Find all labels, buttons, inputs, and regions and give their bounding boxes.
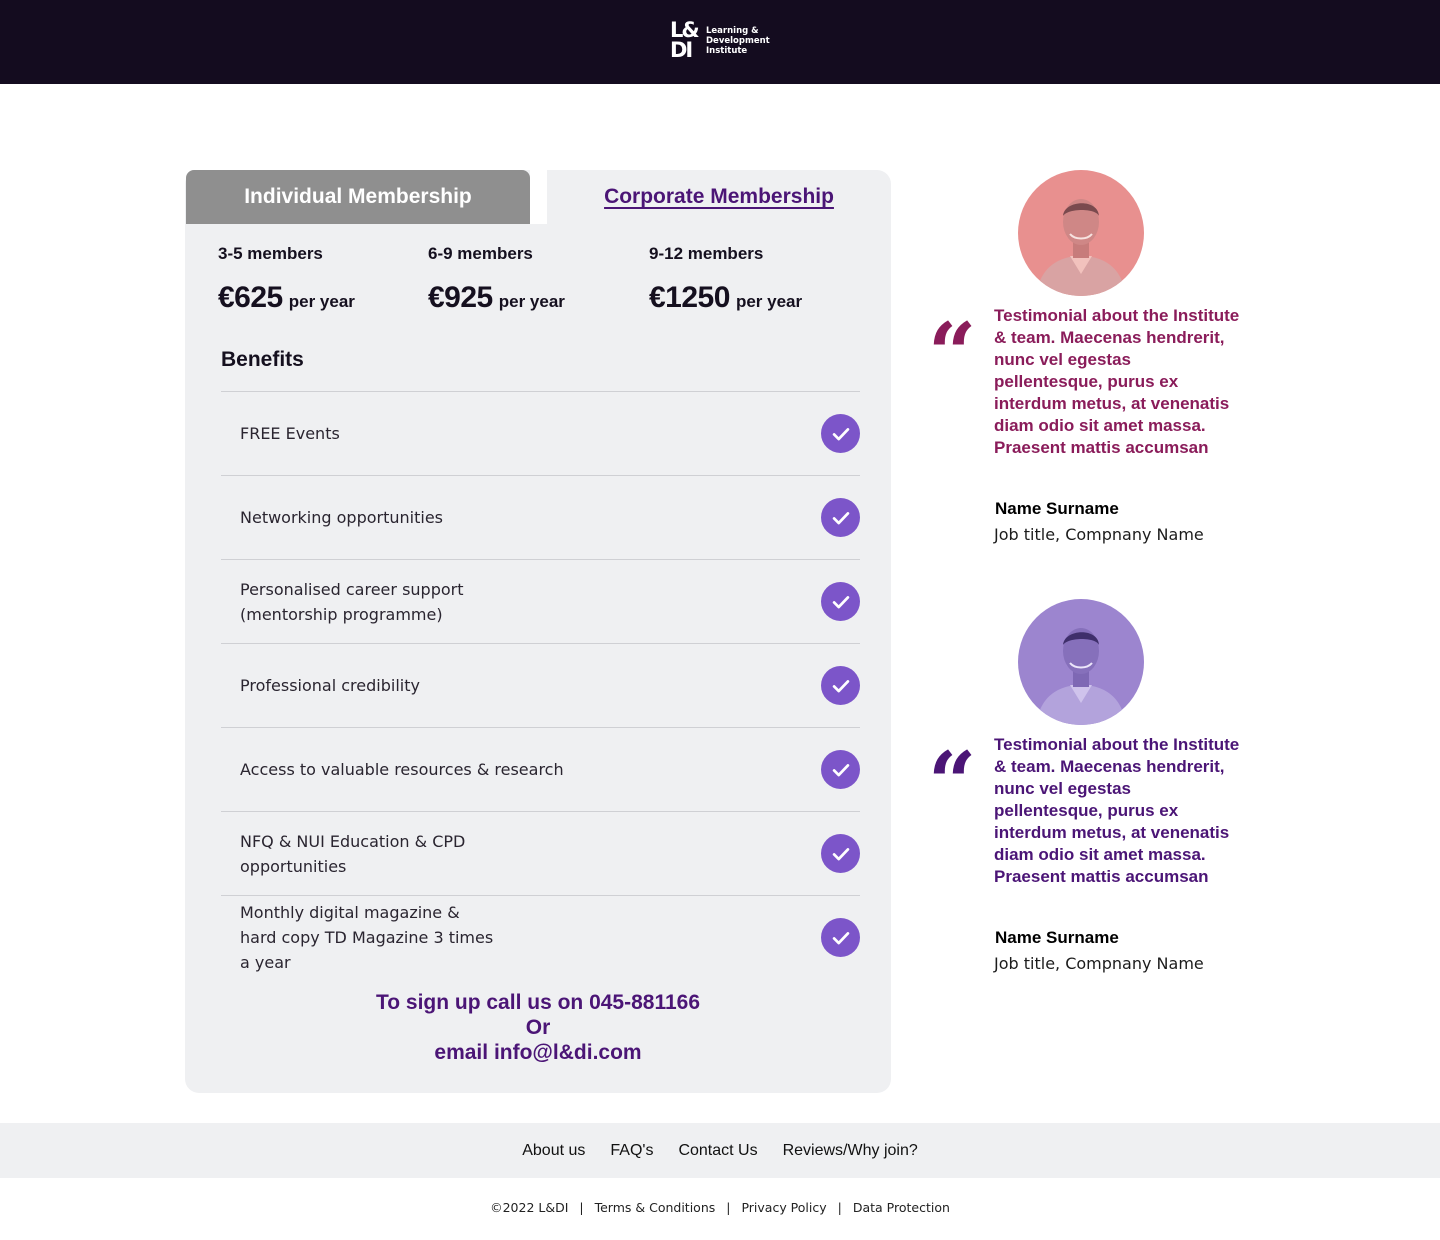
benefit-row <box>221 895 860 979</box>
check-icon <box>821 414 860 453</box>
benefit-row <box>221 391 860 475</box>
benefit-row <box>221 475 860 559</box>
tier-amount: €925 <box>428 281 493 314</box>
tier-amount: €1250 <box>649 281 730 314</box>
logo-wordmark <box>706 26 770 56</box>
tier-members: 3-5 members <box>218 244 323 263</box>
quote-icon <box>928 304 977 403</box>
check-icon <box>821 750 860 789</box>
signup-email[interactable]: email info@l&di.com <box>434 1041 642 1064</box>
tier-3-5 <box>218 244 355 315</box>
tier-period: per year <box>288 292 355 311</box>
tier-9-12 <box>649 244 802 315</box>
testimonial-name: Name Surname <box>995 928 1119 947</box>
testimonial-avatar <box>1018 170 1144 296</box>
tab-gap <box>530 170 547 224</box>
terms-link[interactable]: Terms & Conditions <box>594 1200 716 1215</box>
check-icon <box>821 582 860 621</box>
benefits-title: Benefits <box>221 348 304 371</box>
quote-icon <box>928 733 977 832</box>
testimonial-job: Job title, Compnany Name <box>994 954 1204 973</box>
benefit-row <box>221 559 860 643</box>
copyright: ©2022 L&DI <box>490 1200 569 1215</box>
separator: | <box>837 1200 842 1215</box>
signup-contact <box>185 990 891 1065</box>
testimonial-text: Testimonial about the Institute & team. Maecenas hendrerit, nunc vel egestas pellentesque, purus ex interdum metus, at venenatis diam odio sit amet massa. Praesent mattis accumsan <box>994 735 1240 886</box>
site-header <box>0 0 1440 84</box>
benefit-label: Access to valuable resources & research <box>240 760 564 779</box>
logo-mark-top: L& <box>670 18 698 42</box>
signup-or: Or <box>525 1016 551 1039</box>
benefit-row <box>221 811 860 895</box>
benefit-label: Monthly digital magazine & hard copy TD Magazine 3 times a year <box>240 903 494 972</box>
signup-phone[interactable]: To sign up call us on 045-881166 <box>375 991 701 1014</box>
tier-price <box>649 281 802 315</box>
tier-6-9 <box>428 244 565 315</box>
tier-period: per year <box>735 292 803 311</box>
logo-line-2: Development <box>706 36 770 46</box>
testimonial-text: Testimonial about the Institute & team. Maecenas hendrerit, nunc vel egestas pellentesque, purus ex interdum metus, at venenatis diam odio sit amet massa. Praesent mattis accumsan <box>994 306 1240 457</box>
tier-members: 9-12 members <box>649 244 764 263</box>
logo-mark-bottom: DI <box>670 38 692 62</box>
separator: | <box>726 1200 731 1215</box>
tier-price <box>218 281 355 315</box>
quote-mark-glyph: “ <box>928 733 977 832</box>
benefit-label: FREE Events <box>240 424 340 443</box>
check-icon <box>821 918 860 957</box>
tier-members: 6-9 members <box>428 244 533 263</box>
check-icon <box>821 834 860 873</box>
site-logo[interactable] <box>670 19 772 63</box>
footer-link-contact[interactable]: Contact Us <box>678 1141 758 1159</box>
testimonial-avatar <box>1018 599 1144 725</box>
benefits-list <box>221 391 860 979</box>
separator: | <box>579 1200 584 1215</box>
footer-link-about[interactable]: About us <box>522 1141 586 1159</box>
tab-individual-membership[interactable]: Individual Membership <box>186 170 530 224</box>
testimonial-job: Job title, Compnany Name <box>994 525 1204 544</box>
footer-link-reviews[interactable]: Reviews/Why join? <box>782 1141 918 1159</box>
tab-corporate-membership[interactable]: Corporate Membership <box>604 185 834 208</box>
quote-mark-glyph: “ <box>928 304 977 403</box>
benefit-row <box>221 727 860 811</box>
logo-mark <box>670 20 702 62</box>
benefit-row <box>221 643 860 727</box>
tier-period: per year <box>498 292 565 311</box>
footer-legal <box>0 1200 1440 1215</box>
tier-price <box>428 281 565 315</box>
logo-line-1: Learning & <box>706 26 759 36</box>
data-protection-link[interactable]: Data Protection <box>852 1200 950 1215</box>
benefit-label: Networking opportunities <box>240 508 443 527</box>
benefit-label: Professional credibility <box>240 676 420 695</box>
tier-amount: €625 <box>218 281 283 314</box>
testimonial-name: Name Surname <box>995 499 1119 518</box>
privacy-link[interactable]: Privacy Policy <box>741 1200 827 1215</box>
benefit-label: NFQ & NUI Education & CPD opportunities <box>240 831 466 876</box>
benefit-label: Personalised career support (mentorship programme) <box>240 579 464 624</box>
footer-nav <box>0 1123 1440 1178</box>
footer-link-faqs[interactable]: FAQ's <box>610 1141 654 1159</box>
logo-line-3: Institute <box>706 46 748 56</box>
check-icon <box>821 666 860 705</box>
check-icon <box>821 498 860 537</box>
